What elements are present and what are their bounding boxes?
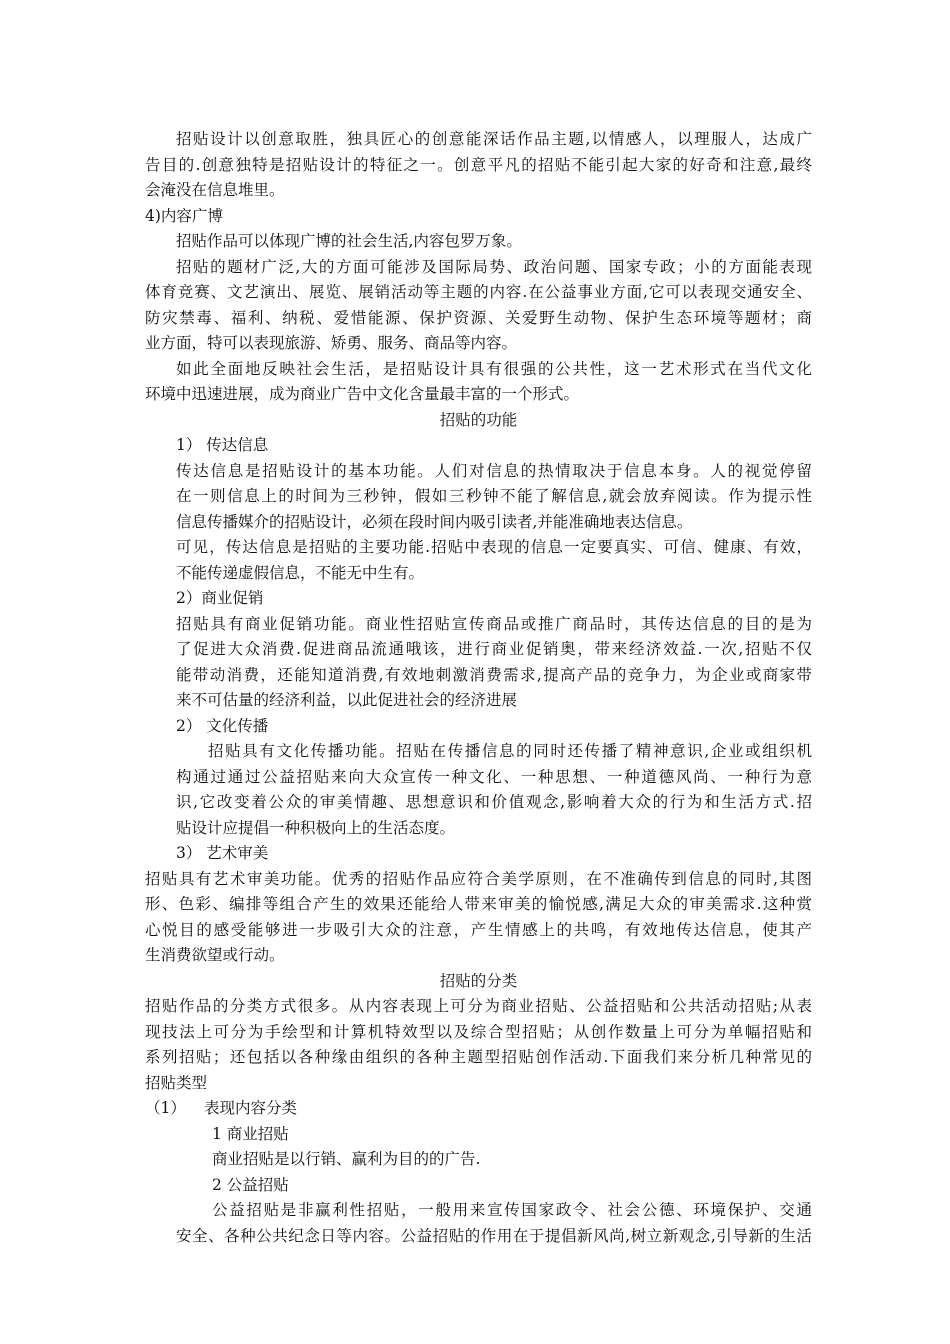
paragraph-line: 能带动消费，还能知道消费,有效地刺激消费需求,提高产品的竞争力，为企业或商家带 bbox=[176, 666, 812, 684]
paragraph-line: 招贴具有商业促销功能。商业性招贴宣传商品或推广商品时，其传达信息的目的是为 bbox=[176, 615, 812, 633]
paragraph-line: 了促进大众消费.促进商品流通哦该，进行商业促销奥，带来经济效益.一次,招贴不仅 bbox=[176, 640, 812, 658]
paragraph-line: 心悦目的感受能够进一步吸引大众的注意，产生情感上的共鸣，有效地传达信息，使其产 bbox=[145, 921, 812, 939]
paragraph-line: 安全、各种公共纪念日等内容。公益招贴的作用在于提倡新风尚,树立新观念,引导新的生活 bbox=[176, 1227, 812, 1245]
paragraph-line: 构通过通过公益招贴来向大众宣传一种文化、一种思想、一种道德风尚、一种行为意 bbox=[176, 768, 812, 786]
paragraph-line: 形、色彩、编排等组合产生的效果还能给人带来审美的愉悦感,满足大众的审美需求.这种赏 bbox=[145, 895, 812, 913]
paragraph-line: 体育竞赛、文艺演出、展览、展销活动等主题的内容.在公益事业方面,它可以表现交通安全、 bbox=[145, 283, 812, 301]
paragraph-line: 招贴作品可以体现广博的社会生活,内容包罗万象。 bbox=[176, 232, 522, 250]
paragraph-line: 公益招贴是非赢利性招贴，一般用来宣传国家政令、社会公德、环境保护、交通 bbox=[212, 1201, 812, 1219]
paragraph-line: 招贴具有文化传播功能。招贴在传播信息的同时还传播了精神意识,企业或组织机 bbox=[208, 742, 812, 760]
paragraph-line: 招贴具有艺术审美功能。优秀的招贴作品应符合美学原则，在不准确传到信息的同时,其图 bbox=[145, 870, 812, 888]
subsection-heading: 2）商业促销 bbox=[176, 589, 264, 607]
paragraph-line: 现技法上可分为手绘型和计算机特效型以及综合型招贴；从创作数量上可分为单幅招贴和 bbox=[145, 1023, 812, 1041]
section-title: 招贴的分类 bbox=[439, 972, 518, 990]
paragraph-line: 可见，传达信息是招贴的主要功能.招贴中表现的信息一定要真实、可信、健康、有效， bbox=[176, 538, 812, 556]
paragraph-line: 信息传播媒介的招贴设计，必须在段时间内吸引读者,并能准确地表达信息。 bbox=[176, 513, 693, 531]
paragraph-line: 招贴作品的分类方式很多。从内容表现上可分为商业招贴、公益招贴和公共活动招贴;从表 bbox=[145, 997, 812, 1015]
paragraph-line: 商业招贴是以行销、赢利为目的的广告. bbox=[212, 1150, 481, 1168]
paragraph-line: 防灾禁毒、福利、纳税、爱惜能源、保护资源、关爱野生动物、保护生态环境等题材；商 bbox=[145, 309, 812, 327]
paragraph-line: 识,它改变着公众的审美情趣、思想意识和价值观念,影响着大众的行为和生活方式.招 bbox=[176, 793, 812, 811]
paragraph-line: 业方面，特可以表现旅游、矫勇、服务、商品等内容。 bbox=[145, 334, 518, 352]
paragraph-line: 招贴类型 bbox=[145, 1074, 208, 1092]
paragraph-line: 不能传递虚假信息，不能无中生有。 bbox=[176, 564, 425, 582]
paragraph-line: 招贴设计以创意取胜，独具匠心的创意能深话作品主题,以情感人，以理服人，达成广 bbox=[176, 130, 812, 148]
paragraph-line: 环境中迅速进展，成为商业广告中文化含量最丰富的一个形式。 bbox=[145, 385, 580, 403]
paragraph-line: 系列招贴；还包括以各种缘由组织的各种主题型招贴创作活动.下面我们来分析几种常见的 bbox=[145, 1048, 812, 1066]
paragraph-line: 在一则信息上的时间为三秒钟，假如三秒钟不能了解信息,就会放弃阅读。作为提示性 bbox=[176, 487, 812, 505]
subsection-heading: 1 商业招贴 bbox=[212, 1125, 289, 1143]
section-heading: 4)内容广博 bbox=[145, 207, 223, 225]
subsection-heading: 2 公益招贴 bbox=[212, 1176, 289, 1194]
subsection-heading: 表现内容分类 bbox=[204, 1099, 298, 1117]
paragraph-line: 如此全面地反映社会生活，是招贴设计具有很强的公共性，这一艺术形式在当代文化 bbox=[176, 360, 812, 378]
list-number: （1） bbox=[145, 1099, 186, 1117]
paragraph-line: 会淹没在信息堆里。 bbox=[145, 181, 285, 199]
paragraph-line: 生消费欲望或行动。 bbox=[145, 946, 285, 964]
subsection-heading: 1） 传达信息 bbox=[176, 436, 269, 454]
subsection-heading: 2） 文化传播 bbox=[176, 717, 269, 735]
paragraph-line: 告目的.创意独特是招贴设计的特征之一。创意平凡的招贴不能引起大家的好奇和注意,最终 bbox=[145, 156, 812, 174]
paragraph-line: 传达信息是招贴设计的基本功能。人们对信息的热情取决于信息本身。人的视觉停留 bbox=[176, 462, 812, 480]
paragraph-line: 来不可估量的经济利益，以此促进社会的经济进展 bbox=[176, 691, 518, 709]
subsection-heading: 3） 艺术审美 bbox=[176, 844, 269, 862]
section-title: 招贴的功能 bbox=[439, 411, 518, 429]
paragraph-line: 贴设计应提倡一种积极向上的生活态度。 bbox=[176, 819, 456, 837]
paragraph-line: 招贴的题材广泛,大的方面可能涉及国际局势、政治问题、国家专政；小的方面能表现 bbox=[176, 258, 812, 276]
